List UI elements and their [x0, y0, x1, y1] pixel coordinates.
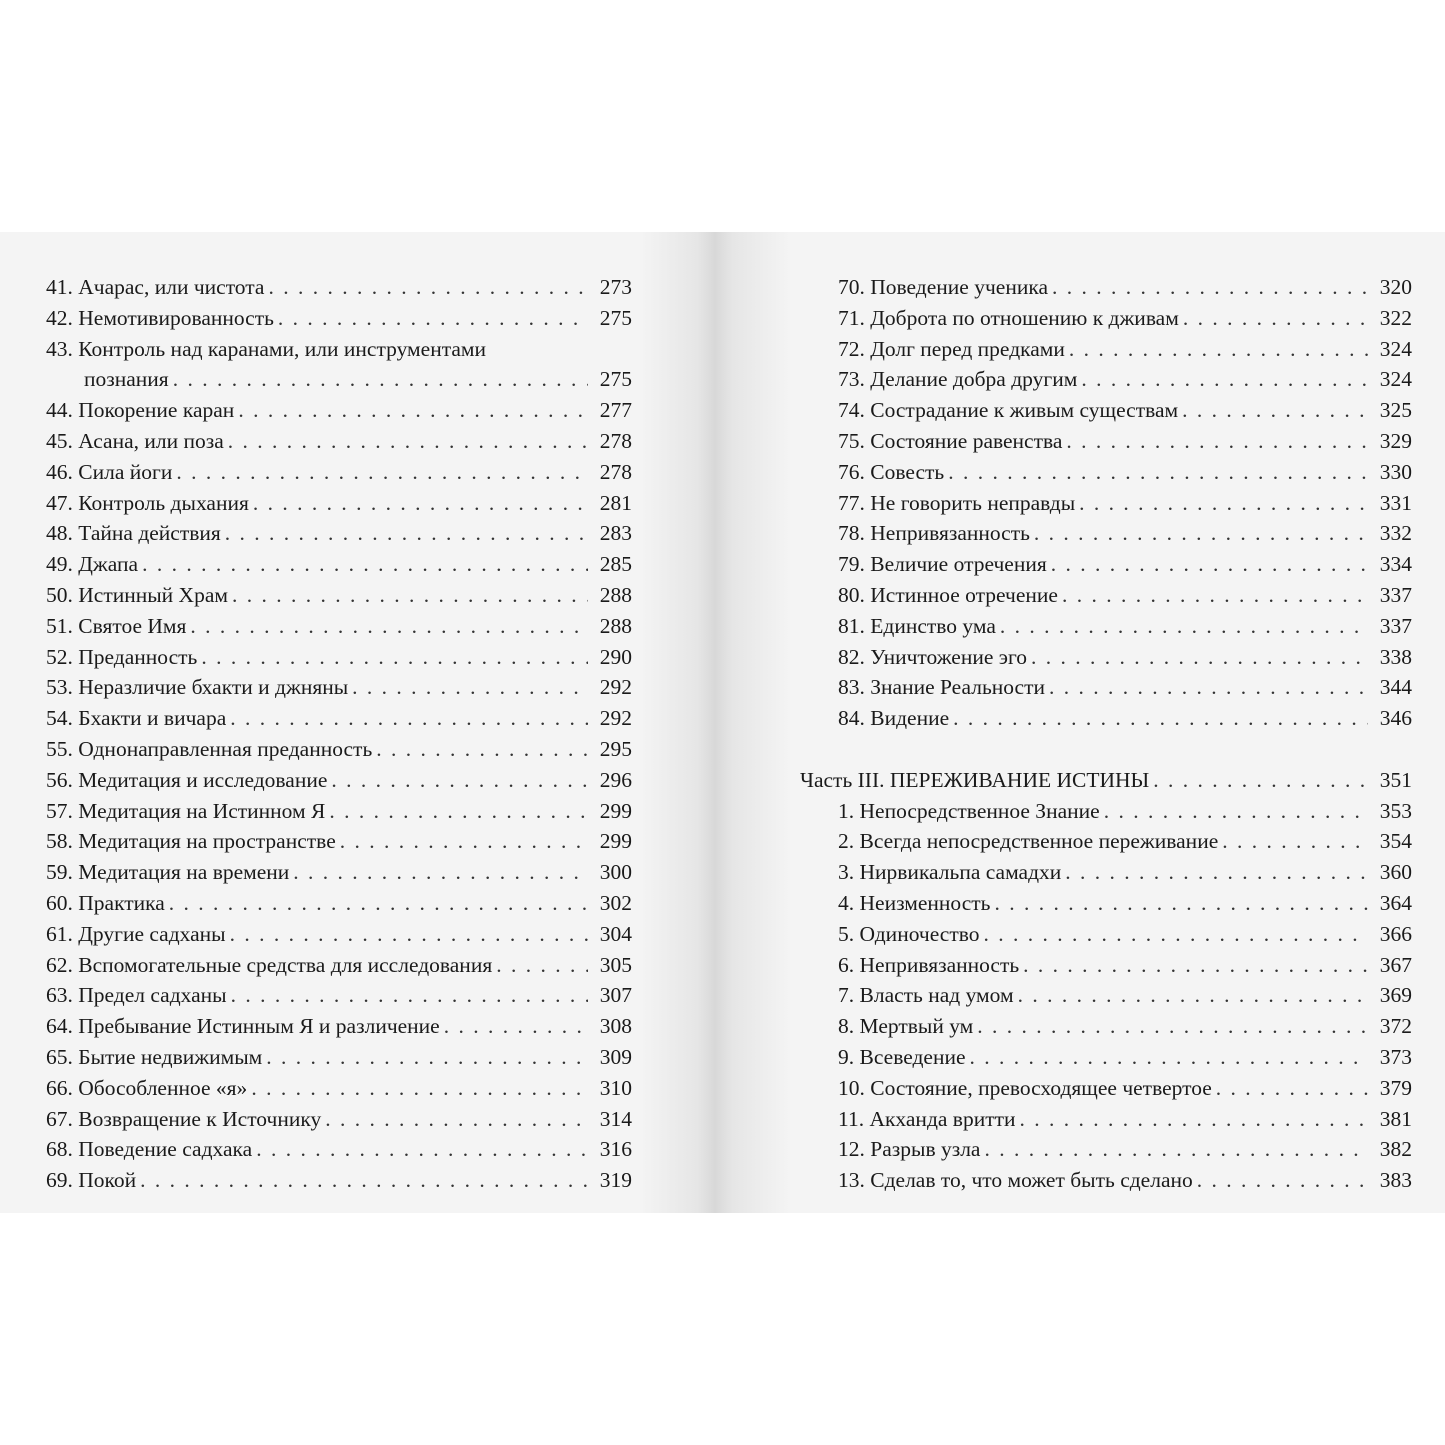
toc-entry-title: Другие садханы: [78, 921, 226, 946]
toc-entry: [800, 580, 1412, 611]
dot-leader: [1000, 611, 1368, 642]
dot-leader: [1052, 272, 1368, 303]
toc-entry-title: Власть над умом: [859, 983, 1014, 1008]
dot-leader: [238, 395, 588, 426]
toc-entry-number: 43.: [46, 336, 73, 361]
toc-entry-number: 54.: [46, 706, 73, 731]
toc-entry: [46, 796, 632, 827]
dot-leader: [231, 980, 588, 1011]
toc-entry-page: 302: [599, 890, 632, 915]
toc-entry-title: Покорение каран: [78, 398, 235, 423]
toc-entry: [800, 857, 1412, 888]
toc-entry-page: 353: [1379, 798, 1412, 823]
toc-entry-page: 299: [599, 829, 632, 854]
dot-leader: [953, 703, 1368, 734]
toc-entry-title: Долг перед предками: [870, 336, 1065, 361]
dot-leader: [266, 1042, 588, 1073]
toc-group: [800, 796, 1412, 1196]
toc-entry-number: 69.: [46, 1168, 73, 1193]
toc-entry: [800, 272, 1412, 303]
toc-entry: [800, 796, 1412, 827]
toc-entry-page: 325: [1379, 398, 1412, 423]
toc-entry: [800, 826, 1412, 857]
toc-entry-page: 292: [599, 675, 632, 700]
dot-leader: [169, 888, 588, 919]
toc-entry-number: 78.: [838, 521, 865, 546]
dot-leader: [176, 457, 588, 488]
toc-entry-number: 56.: [46, 767, 73, 792]
toc-entry: [800, 950, 1412, 981]
dot-leader: [140, 1165, 588, 1196]
toc-entry-number: 5.: [838, 921, 855, 946]
toc-entry: [800, 303, 1412, 334]
toc-entry-title: Состояние, превосходящее четвертое: [870, 1075, 1212, 1100]
toc-entry-number: 7.: [838, 983, 855, 1008]
toc-entry-page: 316: [599, 1137, 632, 1162]
toc-entry: [46, 611, 632, 642]
dot-leader: [496, 950, 588, 981]
dot-leader: [331, 765, 588, 796]
toc-entry-page: 300: [599, 860, 632, 885]
toc-entry: [800, 1134, 1412, 1165]
toc-entry: [46, 518, 632, 549]
toc-entry: [46, 888, 632, 919]
dot-leader: [352, 672, 588, 703]
dot-leader: [329, 796, 588, 827]
toc-entry-number: 12.: [838, 1137, 865, 1162]
toc-entry: [800, 888, 1412, 919]
toc-entry-number: 51.: [46, 613, 73, 638]
toc-group: [800, 272, 1412, 734]
toc-entry-number: 58.: [46, 829, 73, 854]
dot-leader: [251, 1073, 588, 1104]
dot-leader: [230, 703, 588, 734]
toc-entry-page: 278: [599, 428, 632, 453]
toc-entry: [46, 672, 632, 703]
toc-entry: [46, 642, 632, 673]
toc-entry: [800, 334, 1412, 365]
toc-entry-page: 308: [599, 1014, 632, 1039]
dot-leader: [1020, 1104, 1368, 1135]
toc-entry-number: 73.: [838, 367, 865, 392]
dot-leader: [256, 1134, 588, 1165]
toc-entry-page: 275: [599, 367, 632, 392]
toc-entry-number: 53.: [46, 675, 73, 700]
toc-entry: [46, 826, 632, 857]
dot-leader: [1104, 796, 1368, 827]
toc-entry-number: 6.: [838, 952, 855, 977]
toc-entry: [46, 426, 632, 457]
toc-entry: [46, 857, 632, 888]
toc-entry-title: Обособленное «я»: [78, 1075, 248, 1100]
toc-entry: [46, 1042, 632, 1073]
toc-entry-title: Контроль над каранами, или инструментами: [78, 336, 487, 361]
toc-entry-page: 299: [599, 798, 632, 823]
toc-entry: [46, 765, 632, 796]
toc-entry-page: 281: [599, 490, 632, 515]
toc-entry-number: 49.: [46, 552, 73, 577]
dot-leader: [325, 1104, 588, 1135]
dot-leader: [1023, 950, 1368, 981]
dot-leader: [1062, 580, 1368, 611]
dot-leader: [444, 1011, 588, 1042]
dot-leader: [1182, 395, 1368, 426]
toc-entry-title: Непривязанность: [859, 952, 1020, 977]
toc-entry: [46, 703, 632, 734]
toc-entry-number: 11.: [838, 1106, 865, 1131]
toc-entry-page: 307: [599, 983, 632, 1008]
toc-entry-page: 322: [1379, 305, 1412, 330]
toc-entry-number: 66.: [46, 1075, 73, 1100]
dot-leader: [340, 826, 588, 857]
toc-entry: [46, 734, 632, 765]
dot-leader: [1183, 303, 1368, 334]
toc-entry-title: Видение: [870, 706, 950, 731]
toc-entry-title: Тайна действия: [78, 521, 221, 546]
toc-entry-title: Сделав то, что может быть сделано: [870, 1168, 1193, 1193]
toc-entry-number: 67.: [46, 1106, 73, 1131]
toc-entry-title: Делание добра другим: [870, 367, 1078, 392]
toc-entry-page: 382: [1379, 1137, 1412, 1162]
dot-leader: [268, 272, 588, 303]
toc-entry-number: 68.: [46, 1137, 73, 1162]
toc-entry-number: 77.: [838, 490, 865, 515]
dot-leader: [994, 888, 1368, 919]
toc-entry-title-continuation: познания: [84, 367, 169, 392]
toc-entry: [800, 611, 1412, 642]
toc-entry-title: Истинный Храм: [78, 582, 228, 607]
dot-leader: [1066, 426, 1368, 457]
toc-entry-number: 59.: [46, 860, 73, 885]
right-page-toc: [800, 272, 1412, 1196]
dot-leader: [1031, 642, 1368, 673]
toc-entry-number: 76.: [838, 459, 865, 484]
part-heading-page: 351: [1379, 767, 1412, 792]
toc-entry-number: 2.: [838, 829, 855, 854]
toc-entry-number: 79.: [838, 552, 865, 577]
toc-entry-page: 360: [1379, 860, 1412, 885]
toc-entry: [800, 364, 1412, 395]
toc-entry-page: 379: [1379, 1075, 1412, 1100]
dot-leader: [232, 580, 588, 611]
toc-entry-page: 285: [599, 552, 632, 577]
toc-entry-page: 277: [599, 398, 632, 423]
toc-entry-title: Акханда вритти: [869, 1106, 1016, 1131]
toc-entry-title: Возвращение к Источнику: [78, 1106, 322, 1131]
toc-entry-number: 46.: [46, 459, 73, 484]
toc-entry-title: Ачарас, или чистота: [78, 275, 265, 299]
toc-entry-number: 3.: [838, 860, 855, 885]
toc-entry-number: 75.: [838, 428, 865, 453]
toc-entry-number: 52.: [46, 644, 73, 669]
toc-entry: [800, 549, 1412, 580]
toc-entry-title: Неизменность: [859, 890, 991, 915]
toc-entry-page: 381: [1379, 1106, 1412, 1131]
toc-entry-page: 296: [599, 767, 632, 792]
toc-entry-title: Разрыв узла: [870, 1137, 981, 1162]
toc-entry-page: 319: [599, 1168, 632, 1193]
toc-entry-title: Медитация и исследование: [78, 767, 328, 792]
toc-entry-page: 369: [1379, 983, 1412, 1008]
toc-entry-title: Неразличие бхакти и джняны: [78, 675, 349, 700]
toc-entry-number: 55.: [46, 736, 73, 761]
toc-entry: [800, 642, 1412, 673]
toc-entry-page: 309: [599, 1044, 632, 1069]
toc-entry-title: Доброта по отношению к дживам: [870, 305, 1179, 330]
toc-entry-page: 320: [1379, 275, 1412, 299]
toc-entry-title: Знание Реальности: [870, 675, 1045, 700]
toc-entry: [46, 980, 632, 1011]
toc-entry-title: Святое Имя: [78, 613, 187, 638]
toc-entry-page: 346: [1379, 706, 1412, 731]
toc-entry-number: 50.: [46, 582, 73, 607]
toc-entry-number: 65.: [46, 1044, 73, 1069]
toc-entry-number: 8.: [838, 1014, 855, 1039]
toc-entry-number: 42.: [46, 305, 73, 330]
toc-entry: [800, 426, 1412, 457]
toc-entry-title: Однонаправленная преданность: [78, 736, 373, 761]
toc-entry-number: 63.: [46, 983, 73, 1008]
toc-entry-title: Мертвый ум: [859, 1014, 974, 1039]
toc-entry-page: 288: [599, 613, 632, 638]
toc-entry-number: 9.: [838, 1044, 855, 1069]
toc-entry-number: 57.: [46, 798, 73, 823]
toc-group: [46, 272, 632, 334]
toc-entry-page: 292: [599, 706, 632, 731]
toc-entry-number: 61.: [46, 921, 73, 946]
toc-group: [46, 395, 632, 1196]
toc-entry: [46, 272, 632, 303]
toc-entry-number: 4.: [838, 890, 855, 915]
toc-entry: [800, 518, 1412, 549]
toc-entry-title: Совесть: [870, 459, 945, 484]
dot-leader: [293, 857, 588, 888]
toc-entry-title: Предел садханы: [78, 983, 227, 1008]
toc-entry: [800, 703, 1412, 734]
toc-entry-title: Бытие недвижимым: [78, 1044, 263, 1069]
toc-entry: [46, 1104, 632, 1135]
toc-entry-page: 305: [599, 952, 632, 977]
dot-leader: [201, 642, 588, 673]
toc-entry-number: 47.: [46, 490, 73, 515]
book-gutter: [640, 232, 790, 1213]
toc-entry-number: 81.: [838, 613, 865, 638]
toc-entry-page: 367: [1379, 952, 1412, 977]
toc-entry-title: Немотивированность: [78, 305, 274, 330]
toc-entry-title: Всегда непосредственное переживание: [859, 829, 1219, 854]
toc-entry-43: [46, 334, 632, 396]
toc-entry-title: Контроль дыхания: [78, 490, 249, 515]
toc-entry-page: 283: [599, 521, 632, 546]
toc-entry-title: Поведение ученика: [870, 275, 1049, 299]
dot-leader: [1079, 488, 1368, 519]
toc-entry-page: 366: [1379, 921, 1412, 946]
toc-entry: [46, 303, 632, 334]
toc-entry: [46, 488, 632, 519]
toc-entry-page: 330: [1379, 459, 1412, 484]
dot-leader: [1051, 549, 1368, 580]
toc-entry-page: 344: [1379, 675, 1412, 700]
dot-leader: [977, 1011, 1368, 1042]
toc-entry-page: 331: [1379, 490, 1412, 515]
toc-entry-title: Джапа: [78, 552, 139, 577]
dot-leader: [1216, 1073, 1368, 1104]
toc-entry-page: 273: [599, 275, 632, 299]
toc-entry-page: 383: [1379, 1168, 1412, 1193]
toc-entry: [800, 1073, 1412, 1104]
toc-entry: [800, 457, 1412, 488]
toc-entry: [46, 1073, 632, 1104]
toc-entry-title: Вспомогательные средства для исследования: [78, 952, 493, 977]
dot-leader: [1222, 826, 1368, 857]
part-heading-title: Часть III. ПЕРЕЖИВАНИЕ ИСТИНЫ: [800, 767, 1150, 792]
toc-entry-page: 354: [1379, 829, 1412, 854]
toc-entry: [800, 395, 1412, 426]
toc-entry-page: 275: [599, 305, 632, 330]
toc-entry-page: 329: [1379, 428, 1412, 453]
dot-leader: [970, 1042, 1368, 1073]
toc-entry: [800, 980, 1412, 1011]
toc-entry: [46, 549, 632, 580]
toc-entry-number: 72.: [838, 336, 865, 361]
toc-entry-title: Медитация на пространстве: [78, 829, 336, 854]
toc-entry-title: Сострадание к живым существам: [870, 398, 1179, 423]
toc-entry-page: 304: [599, 921, 632, 946]
toc-entry: [46, 950, 632, 981]
toc-entry-title: Уничтожение эго: [870, 644, 1028, 669]
toc-entry-page: 364: [1379, 890, 1412, 915]
dot-leader: [1049, 672, 1368, 703]
toc-entry-number: 71.: [838, 305, 865, 330]
toc-entry: [46, 457, 632, 488]
toc-entry-page: 310: [599, 1075, 632, 1100]
toc-entry-number: 41.: [46, 275, 73, 299]
toc-entry: [800, 1042, 1412, 1073]
toc-entry: [46, 580, 632, 611]
dot-leader: [142, 549, 588, 580]
toc-entry: [800, 672, 1412, 703]
toc-entry: [800, 488, 1412, 519]
dot-leader: [984, 1134, 1368, 1165]
toc-entry-page: 324: [1379, 367, 1412, 392]
toc-entry-number: 62.: [46, 952, 73, 977]
toc-entry-page: 288: [599, 582, 632, 607]
left-page-toc: [46, 272, 632, 1196]
toc-entry-title: Истинное отречение: [870, 582, 1058, 607]
dot-leader: [1018, 980, 1368, 1011]
toc-entry: [46, 919, 632, 950]
toc-entry: [46, 395, 632, 426]
toc-entry-title: Медитация на Истинном Я: [78, 798, 326, 823]
toc-entry-page: 337: [1379, 582, 1412, 607]
toc-entry-number: 82.: [838, 644, 865, 669]
toc-entry-title: Непосредственное Знание: [859, 798, 1100, 823]
dot-leader: [1034, 518, 1368, 549]
toc-entry-title: Состояние равенства: [870, 428, 1063, 453]
toc-entry-number: 74.: [838, 398, 865, 423]
toc-entry: [800, 919, 1412, 950]
toc-entry-page: 373: [1379, 1044, 1412, 1069]
toc-entry-number: 48.: [46, 521, 73, 546]
toc-entry-title: Поведение садхака: [78, 1137, 253, 1162]
toc-entry-page: 290: [599, 644, 632, 669]
dot-leader: [253, 488, 588, 519]
dot-leader: [1065, 857, 1368, 888]
toc-entry-title: Величие отречения: [870, 552, 1047, 577]
toc-entry-title: Нирвикальпа самадхи: [859, 860, 1062, 885]
toc-entry-page: 337: [1379, 613, 1412, 638]
toc-entry-page: 278: [599, 459, 632, 484]
dot-leader: [173, 364, 588, 395]
toc-entry-page: 324: [1379, 336, 1412, 361]
toc-entry-title: Асана, или поза: [78, 428, 224, 453]
toc-entry-number: 44.: [46, 398, 73, 423]
toc-entry: [46, 1165, 632, 1196]
toc-entry-number: 13.: [838, 1168, 865, 1193]
toc-entry: [46, 1011, 632, 1042]
dot-leader: [376, 734, 588, 765]
toc-entry: [800, 1165, 1412, 1196]
toc-entry-title: Всеведение: [859, 1044, 966, 1069]
toc-entry-page: 314: [599, 1106, 632, 1131]
toc-entry-number: 84.: [838, 706, 865, 731]
dot-leader: [1081, 364, 1368, 395]
toc-entry-title: Бхакти и вичара: [78, 706, 227, 731]
toc-entry-title: Практика: [78, 890, 165, 915]
toc-entry-number: 1.: [838, 798, 855, 823]
toc-entry-number: 45.: [46, 428, 73, 453]
toc-entry-title: Единство ума: [870, 613, 996, 638]
part-heading: [800, 765, 1412, 796]
dot-leader: [225, 518, 588, 549]
toc-entry-number: 83.: [838, 675, 865, 700]
toc-entry-page: 295: [599, 736, 632, 761]
toc-entry-title: Не говорить неправды: [870, 490, 1076, 515]
toc-entry-title: Одиночество: [859, 921, 980, 946]
dot-leader: [228, 426, 588, 457]
toc-entry-number: 10.: [838, 1075, 865, 1100]
toc-entry-page: 334: [1379, 552, 1412, 577]
toc-entry-number: 70.: [838, 275, 865, 299]
dot-leader: [190, 611, 588, 642]
toc-entry-title: Покой: [78, 1168, 137, 1193]
toc-entry-page: 332: [1379, 521, 1412, 546]
section-spacer: [800, 734, 1412, 765]
toc-entry-title: Пребывание Истинным Я и различение: [78, 1014, 440, 1039]
toc-entry: [800, 1104, 1412, 1135]
toc-entry-title: Непривязанность: [870, 521, 1030, 546]
toc-entry: [800, 1011, 1412, 1042]
toc-entry-title: Медитация на времени: [78, 860, 290, 885]
toc-entry-title: Преданность: [78, 644, 198, 669]
toc-entry: [46, 1134, 632, 1165]
toc-entry-page: 338: [1379, 644, 1412, 669]
toc-entry-number: 80.: [838, 582, 865, 607]
dot-leader: [278, 303, 588, 334]
dot-leader: [1197, 1165, 1368, 1196]
toc-entry-page: 372: [1379, 1014, 1412, 1039]
toc-entry-number: 60.: [46, 890, 73, 915]
toc-entry-number: 64.: [46, 1014, 73, 1039]
dot-leader: [1153, 765, 1368, 796]
toc-entry-title: Сила йоги: [78, 459, 173, 484]
dot-leader: [948, 457, 1368, 488]
dot-leader: [230, 919, 588, 950]
dot-leader: [1069, 334, 1368, 365]
dot-leader: [983, 919, 1368, 950]
